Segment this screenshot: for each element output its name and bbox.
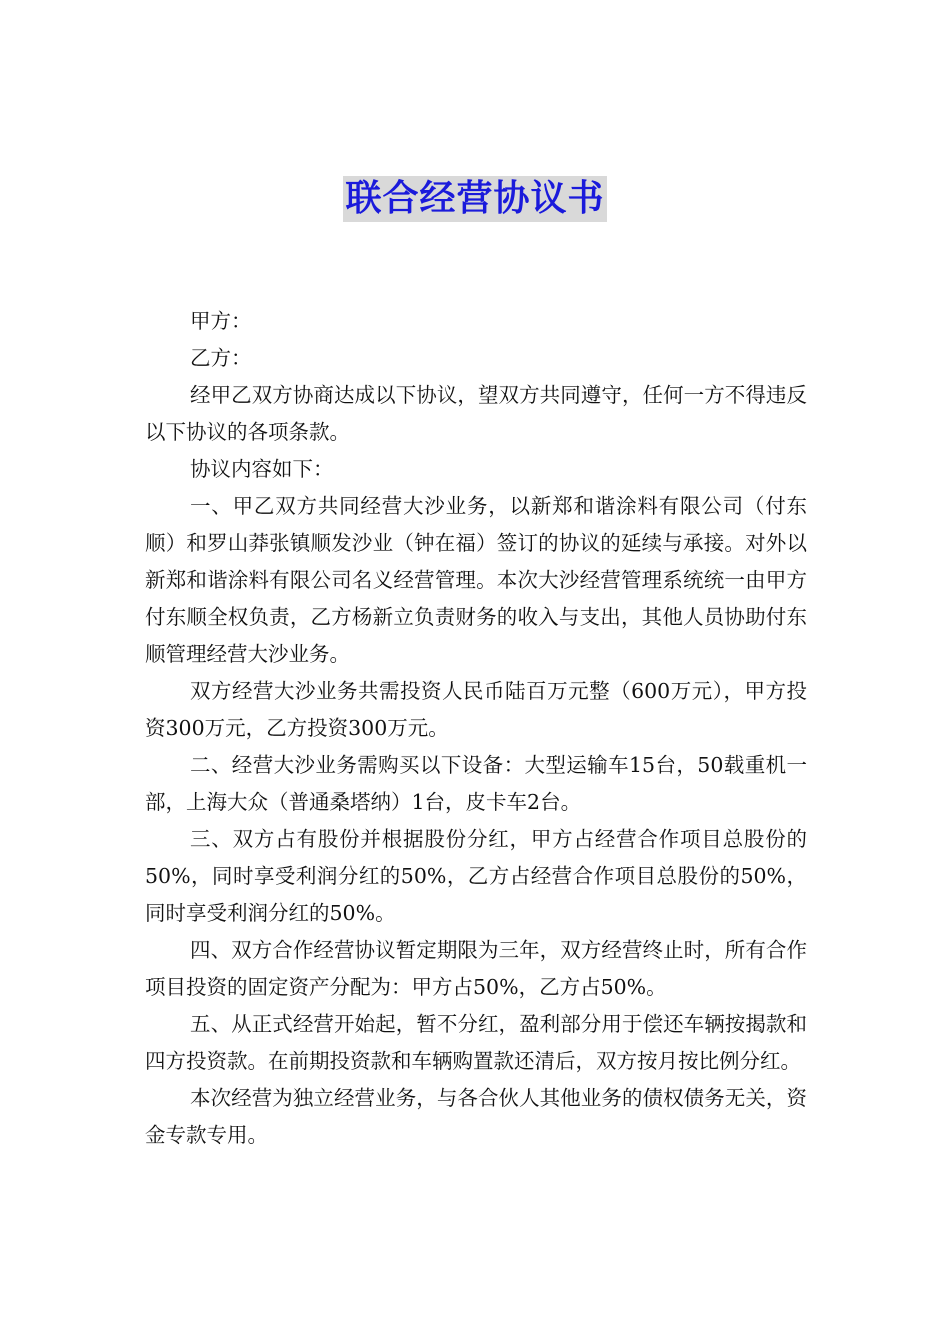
document-body: [145, 303, 807, 1154]
clause-2-paragraph: 二、经营大沙业务需购买以下设备：大型运输车15台，50载重机一部，上海大众（普通桑塔纳）1台，皮卡车2台。: [145, 753, 807, 814]
clause-1-paragraph: 一、甲乙双方共同经营大沙业务，以新郑和谐涂料有限公司（付东顺）和罗山莽张镇顺发沙业（钟在福）签订的协议的延续与承接。对外以新郑和谐涂料有限公司名义经营管理。本次大沙经营管理系统统一由甲方付东顺全权负责，乙方杨新立负责财务的收入与支出，其他人员协助付东顺管理经营大沙业务。: [145, 494, 807, 666]
party-b-line: 乙方：: [190, 346, 252, 370]
party-a-line: 甲方：: [190, 309, 252, 333]
clause-3-paragraph: 三、双方占有股份并根据股份分红，甲方占经营合作项目总股份的50%，同时享受利润分红的50%，乙方占经营合作项目总股份的50%，同时享受利润分红的50%。: [145, 827, 807, 925]
investment-paragraph: 双方经营大沙业务共需投资人民币陆百万元整（600万元），甲方投资300万元，乙方投资300万元。: [145, 679, 807, 740]
clause-4-paragraph: 四、双方合作经营协议暂定期限为三年，双方经营终止时，所有合作项目投资的固定资产分配为：甲方占50%，乙方占50%。: [145, 938, 807, 999]
content-heading: 协议内容如下：: [190, 457, 334, 481]
independence-paragraph: 本次经营为独立经营业务，与各合伙人其他业务的债权债务无关，资金专款专用。: [145, 1086, 807, 1147]
title-container: [0, 176, 950, 222]
document-title: 联合经营协议书: [343, 176, 606, 222]
preamble-paragraph: 经甲乙双方协商达成以下协议，望双方共同遵守，任何一方不得违反以下协议的各项条款。: [145, 383, 807, 444]
clause-5-paragraph: 五、从正式经营开始起，暂不分红，盈利部分用于偿还车辆按揭款和四方投资款。在前期投资款和车辆购置款还清后，双方按月按比例分红。: [145, 1012, 807, 1073]
